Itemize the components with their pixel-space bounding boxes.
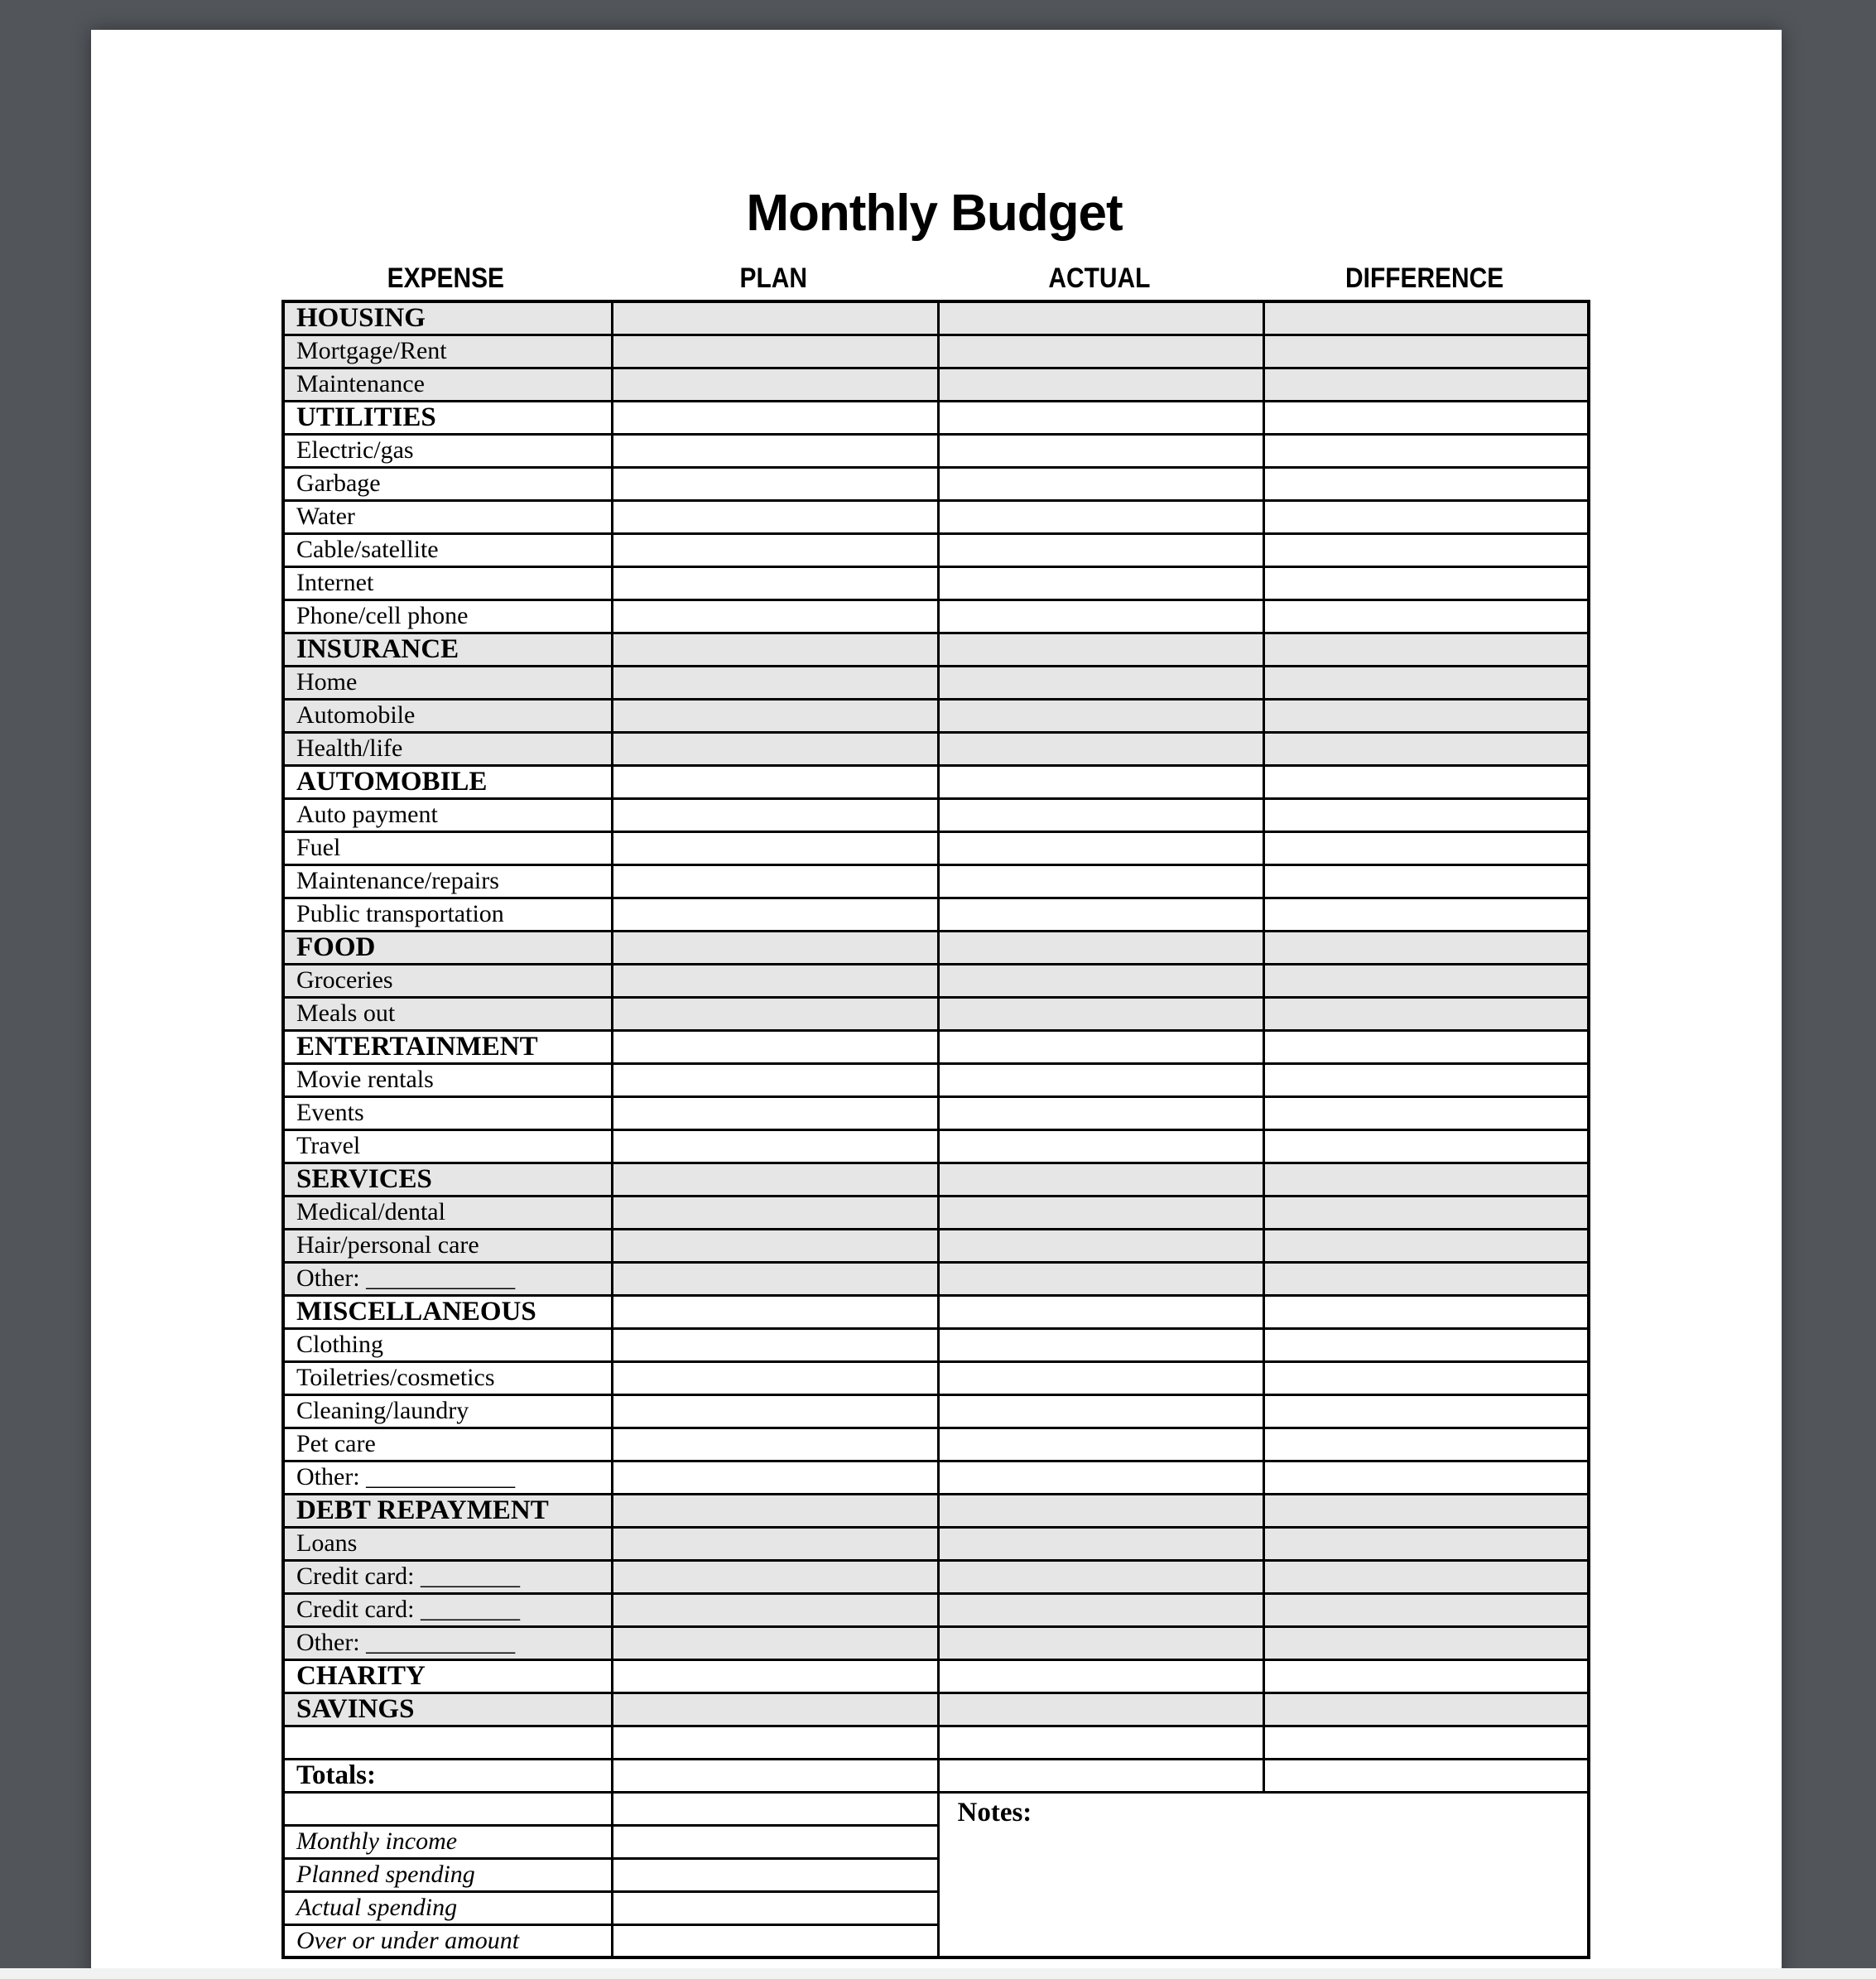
summary-label-cell bbox=[283, 1792, 612, 1825]
plan-cell bbox=[612, 931, 938, 964]
section-label-cell: AUTOMOBILE bbox=[283, 765, 612, 798]
actual-cell bbox=[938, 1626, 1263, 1659]
plan-cell bbox=[612, 1229, 938, 1262]
difference-cell bbox=[1263, 1262, 1589, 1295]
budget-row bbox=[283, 798, 1589, 831]
budget-row bbox=[283, 1461, 1589, 1494]
actual-cell bbox=[938, 1361, 1263, 1394]
plan-cell bbox=[612, 1759, 938, 1792]
plan-cell bbox=[612, 1461, 938, 1494]
expense-label-cell: Other: ____________ bbox=[283, 1626, 612, 1659]
plan-cell bbox=[612, 301, 938, 335]
difference-cell bbox=[1263, 335, 1589, 368]
difference-cell bbox=[1263, 633, 1589, 666]
plan-cell bbox=[612, 765, 938, 798]
actual-cell bbox=[938, 1527, 1263, 1560]
actual-cell bbox=[938, 964, 1263, 997]
difference-cell bbox=[1263, 931, 1589, 964]
difference-cell bbox=[1263, 500, 1589, 533]
summary-plan-cell bbox=[612, 1825, 938, 1858]
actual-cell bbox=[938, 1030, 1263, 1063]
plan-cell bbox=[612, 467, 938, 500]
expense-label-cell: Internet bbox=[283, 566, 612, 599]
difference-cell bbox=[1263, 1428, 1589, 1461]
budget-row bbox=[283, 831, 1589, 864]
expense-label-cell: Public transportation bbox=[283, 898, 612, 931]
actual-cell bbox=[938, 1328, 1263, 1361]
difference-cell bbox=[1263, 1759, 1589, 1792]
plan-cell bbox=[612, 864, 938, 898]
difference-cell bbox=[1263, 599, 1589, 633]
actual-cell bbox=[938, 1196, 1263, 1229]
column-header-actual: ACTUAL bbox=[1047, 262, 1150, 294]
difference-cell bbox=[1263, 1461, 1589, 1494]
actual-cell bbox=[938, 566, 1263, 599]
budget-row bbox=[283, 599, 1589, 633]
difference-cell bbox=[1263, 1328, 1589, 1361]
plan-cell bbox=[612, 566, 938, 599]
actual-cell bbox=[938, 368, 1263, 401]
difference-cell bbox=[1263, 1560, 1589, 1593]
plan-cell bbox=[612, 1659, 938, 1693]
summary-label-cell: Actual spending bbox=[283, 1891, 612, 1924]
actual-cell bbox=[938, 1560, 1263, 1593]
section-label-cell: DEBT REPAYMENT bbox=[283, 1494, 612, 1527]
section-label-cell: SERVICES bbox=[283, 1163, 612, 1196]
budget-row bbox=[283, 301, 1589, 335]
summary-row bbox=[283, 1792, 1589, 1825]
expense-label-cell: Credit card: ________ bbox=[283, 1593, 612, 1626]
section-label-cell: MISCELLANEOUS bbox=[283, 1295, 612, 1328]
actual-cell bbox=[938, 1659, 1263, 1693]
actual-cell bbox=[938, 1759, 1263, 1792]
plan-cell bbox=[612, 1693, 938, 1726]
section-label-cell: CHARITY bbox=[283, 1659, 612, 1693]
difference-cell bbox=[1263, 1096, 1589, 1129]
plan-cell bbox=[612, 1063, 938, 1096]
expense-label-cell: Credit card: ________ bbox=[283, 1560, 612, 1593]
expense-label-cell: Travel bbox=[283, 1129, 612, 1163]
difference-cell bbox=[1263, 301, 1589, 335]
section-label-cell: HOUSING bbox=[283, 301, 612, 335]
budget-row bbox=[283, 1626, 1589, 1659]
budget-row bbox=[283, 931, 1589, 964]
expense-label-cell: Maintenance bbox=[283, 368, 612, 401]
difference-cell bbox=[1263, 765, 1589, 798]
budget-row bbox=[283, 633, 1589, 666]
summary-plan-cell bbox=[612, 1792, 938, 1825]
budget-row bbox=[283, 1659, 1589, 1693]
summary-label-cell: Over or under amount bbox=[283, 1924, 612, 1957]
expense-label-cell: Electric/gas bbox=[283, 434, 612, 467]
expense-label-cell bbox=[283, 1726, 612, 1759]
plan-cell bbox=[612, 1295, 938, 1328]
section-label-cell: INSURANCE bbox=[283, 633, 612, 666]
actual-cell bbox=[938, 798, 1263, 831]
actual-cell bbox=[938, 633, 1263, 666]
actual-cell bbox=[938, 931, 1263, 964]
expense-label-cell: Other: ____________ bbox=[283, 1461, 612, 1494]
expense-label-cell: Hair/personal care bbox=[283, 1229, 612, 1262]
expense-label-cell: Phone/cell phone bbox=[283, 599, 612, 633]
difference-cell bbox=[1263, 1726, 1589, 1759]
actual-cell bbox=[938, 467, 1263, 500]
actual-cell bbox=[938, 500, 1263, 533]
summary-label-cell: Planned spending bbox=[283, 1858, 612, 1891]
budget-row bbox=[283, 1229, 1589, 1262]
budget-row bbox=[283, 1394, 1589, 1428]
difference-cell bbox=[1263, 699, 1589, 732]
section-label-cell: SAVINGS bbox=[283, 1693, 612, 1726]
difference-cell bbox=[1263, 368, 1589, 401]
expense-label-cell: Clothing bbox=[283, 1328, 612, 1361]
difference-cell bbox=[1263, 997, 1589, 1030]
budget-row bbox=[283, 1361, 1589, 1394]
budget-row bbox=[283, 997, 1589, 1030]
plan-cell bbox=[612, 1527, 938, 1560]
plan-cell bbox=[612, 533, 938, 566]
plan-cell bbox=[612, 898, 938, 931]
notes-cell bbox=[938, 1792, 1589, 1957]
totals-label-cell: Totals: bbox=[283, 1759, 612, 1792]
page-title: Monthly Budget bbox=[746, 185, 1123, 242]
actual-cell bbox=[938, 335, 1263, 368]
budget-row bbox=[283, 666, 1589, 699]
plan-cell bbox=[612, 1428, 938, 1461]
actual-cell bbox=[938, 1461, 1263, 1494]
actual-cell bbox=[938, 1262, 1263, 1295]
expense-label-cell: Meals out bbox=[283, 997, 612, 1030]
expense-label-cell: Auto payment bbox=[283, 798, 612, 831]
difference-cell bbox=[1263, 1163, 1589, 1196]
difference-cell bbox=[1263, 798, 1589, 831]
budget-row bbox=[283, 1096, 1589, 1129]
column-header-expense: EXPENSE bbox=[387, 262, 505, 294]
section-label-cell: FOOD bbox=[283, 931, 612, 964]
budget-row bbox=[283, 1693, 1589, 1726]
column-header-plan: PLAN bbox=[739, 262, 807, 294]
summary-plan-cell bbox=[612, 1858, 938, 1891]
expense-label-cell: Movie rentals bbox=[283, 1063, 612, 1096]
summary-plan-cell bbox=[612, 1891, 938, 1924]
actual-cell bbox=[938, 1063, 1263, 1096]
actual-cell bbox=[938, 401, 1263, 434]
difference-cell bbox=[1263, 864, 1589, 898]
notes-label: Notes: bbox=[957, 1797, 1032, 1827]
difference-cell bbox=[1263, 1196, 1589, 1229]
expense-label-cell: Other: ____________ bbox=[283, 1262, 612, 1295]
plan-cell bbox=[612, 1494, 938, 1527]
budget-row bbox=[283, 1726, 1589, 1759]
window-bottom-edge bbox=[0, 1968, 1876, 1979]
budget-row bbox=[283, 1560, 1589, 1593]
actual-cell bbox=[938, 666, 1263, 699]
expense-label-cell: Toiletries/cosmetics bbox=[283, 1361, 612, 1394]
budget-row bbox=[283, 898, 1589, 931]
difference-cell bbox=[1263, 434, 1589, 467]
plan-cell bbox=[612, 732, 938, 765]
budget-row bbox=[283, 1163, 1589, 1196]
difference-cell bbox=[1263, 1361, 1589, 1394]
plan-cell bbox=[612, 1626, 938, 1659]
column-headers bbox=[281, 260, 1587, 296]
actual-cell bbox=[938, 434, 1263, 467]
expense-label-cell: Water bbox=[283, 500, 612, 533]
budget-row bbox=[283, 1494, 1589, 1527]
difference-cell bbox=[1263, 401, 1589, 434]
budget-row bbox=[283, 765, 1589, 798]
difference-cell bbox=[1263, 467, 1589, 500]
expense-label-cell: Pet care bbox=[283, 1428, 612, 1461]
section-label-cell: ENTERTAINMENT bbox=[283, 1030, 612, 1063]
budget-row bbox=[283, 864, 1589, 898]
expense-label-cell: Home bbox=[283, 666, 612, 699]
actual-cell bbox=[938, 1693, 1263, 1726]
budget-row bbox=[283, 533, 1589, 566]
plan-cell bbox=[612, 831, 938, 864]
budget-row bbox=[283, 1262, 1589, 1295]
plan-cell bbox=[612, 1328, 938, 1361]
plan-cell bbox=[612, 401, 938, 434]
expense-label-cell: Health/life bbox=[283, 732, 612, 765]
budget-row bbox=[283, 1527, 1589, 1560]
budget-row bbox=[283, 500, 1589, 533]
actual-cell bbox=[938, 699, 1263, 732]
difference-cell bbox=[1263, 1593, 1589, 1626]
budget-row bbox=[283, 1196, 1589, 1229]
plan-cell bbox=[612, 1394, 938, 1428]
section-label-cell: UTILITIES bbox=[283, 401, 612, 434]
expense-label-cell: Automobile bbox=[283, 699, 612, 732]
summary-plan-cell bbox=[612, 1924, 938, 1957]
difference-cell bbox=[1263, 1229, 1589, 1262]
plan-cell bbox=[612, 1096, 938, 1129]
plan-cell bbox=[612, 1361, 938, 1394]
actual-cell bbox=[938, 864, 1263, 898]
expense-label-cell: Cable/satellite bbox=[283, 533, 612, 566]
plan-cell bbox=[612, 1726, 938, 1759]
expense-label-cell: Medical/dental bbox=[283, 1196, 612, 1229]
difference-cell bbox=[1263, 1494, 1589, 1527]
budget-row bbox=[283, 1063, 1589, 1096]
actual-cell bbox=[938, 765, 1263, 798]
plan-cell bbox=[612, 599, 938, 633]
actual-cell bbox=[938, 301, 1263, 335]
difference-cell bbox=[1263, 1394, 1589, 1428]
expense-label-cell: Groceries bbox=[283, 964, 612, 997]
budget-row bbox=[283, 1295, 1589, 1328]
expense-label-cell: Cleaning/laundry bbox=[283, 1394, 612, 1428]
difference-cell bbox=[1263, 964, 1589, 997]
plan-cell bbox=[612, 1129, 938, 1163]
difference-cell bbox=[1263, 1659, 1589, 1693]
expense-label-cell: Maintenance/repairs bbox=[283, 864, 612, 898]
plan-cell bbox=[612, 1262, 938, 1295]
plan-cell bbox=[612, 964, 938, 997]
plan-cell bbox=[612, 1560, 938, 1593]
plan-cell bbox=[612, 335, 938, 368]
plan-cell bbox=[612, 1593, 938, 1626]
actual-cell bbox=[938, 1428, 1263, 1461]
difference-cell bbox=[1263, 1030, 1589, 1063]
actual-cell bbox=[938, 898, 1263, 931]
actual-cell bbox=[938, 1295, 1263, 1328]
plan-cell bbox=[612, 997, 938, 1030]
actual-cell bbox=[938, 831, 1263, 864]
actual-cell bbox=[938, 533, 1263, 566]
actual-cell bbox=[938, 1163, 1263, 1196]
difference-cell bbox=[1263, 566, 1589, 599]
budget-row bbox=[283, 1129, 1589, 1163]
budget-row bbox=[283, 566, 1589, 599]
actual-cell bbox=[938, 1229, 1263, 1262]
budget-row bbox=[283, 699, 1589, 732]
difference-cell bbox=[1263, 1063, 1589, 1096]
budget-row bbox=[283, 1759, 1589, 1792]
difference-cell bbox=[1263, 533, 1589, 566]
plan-cell bbox=[612, 368, 938, 401]
budget-row bbox=[283, 335, 1589, 368]
plan-cell bbox=[612, 633, 938, 666]
expense-label-cell: Garbage bbox=[283, 467, 612, 500]
difference-cell bbox=[1263, 1527, 1589, 1560]
plan-cell bbox=[612, 500, 938, 533]
plan-cell bbox=[612, 1196, 938, 1229]
expense-label-cell: Mortgage/Rent bbox=[283, 335, 612, 368]
plan-cell bbox=[612, 1163, 938, 1196]
budget-row bbox=[283, 1328, 1589, 1361]
plan-cell bbox=[612, 434, 938, 467]
budget-row bbox=[283, 467, 1589, 500]
expense-label-cell: Fuel bbox=[283, 831, 612, 864]
budget-row bbox=[283, 434, 1589, 467]
actual-cell bbox=[938, 732, 1263, 765]
summary-label-cell: Monthly income bbox=[283, 1825, 612, 1858]
difference-cell bbox=[1263, 898, 1589, 931]
column-header-difference: DIFFERENCE bbox=[1344, 262, 1504, 294]
difference-cell bbox=[1263, 1626, 1589, 1659]
budget-row bbox=[283, 1593, 1589, 1626]
actual-cell bbox=[938, 1494, 1263, 1527]
budget-table bbox=[281, 300, 1590, 1959]
budget-row bbox=[283, 1030, 1589, 1063]
actual-cell bbox=[938, 1593, 1263, 1626]
budget-row bbox=[283, 401, 1589, 434]
plan-cell bbox=[612, 798, 938, 831]
budget-row bbox=[283, 368, 1589, 401]
actual-cell bbox=[938, 1129, 1263, 1163]
budget-row bbox=[283, 1428, 1589, 1461]
actual-cell bbox=[938, 1096, 1263, 1129]
difference-cell bbox=[1263, 831, 1589, 864]
difference-cell bbox=[1263, 732, 1589, 765]
plan-cell bbox=[612, 699, 938, 732]
actual-cell bbox=[938, 1726, 1263, 1759]
expense-label-cell: Events bbox=[283, 1096, 612, 1129]
budget-row bbox=[283, 964, 1589, 997]
difference-cell bbox=[1263, 666, 1589, 699]
plan-cell bbox=[612, 1030, 938, 1063]
difference-cell bbox=[1263, 1693, 1589, 1726]
difference-cell bbox=[1263, 1129, 1589, 1163]
actual-cell bbox=[938, 997, 1263, 1030]
actual-cell bbox=[938, 1394, 1263, 1428]
actual-cell bbox=[938, 599, 1263, 633]
expense-label-cell: Loans bbox=[283, 1527, 612, 1560]
document-page bbox=[91, 30, 1782, 1979]
budget-row bbox=[283, 732, 1589, 765]
plan-cell bbox=[612, 666, 938, 699]
difference-cell bbox=[1263, 1295, 1589, 1328]
